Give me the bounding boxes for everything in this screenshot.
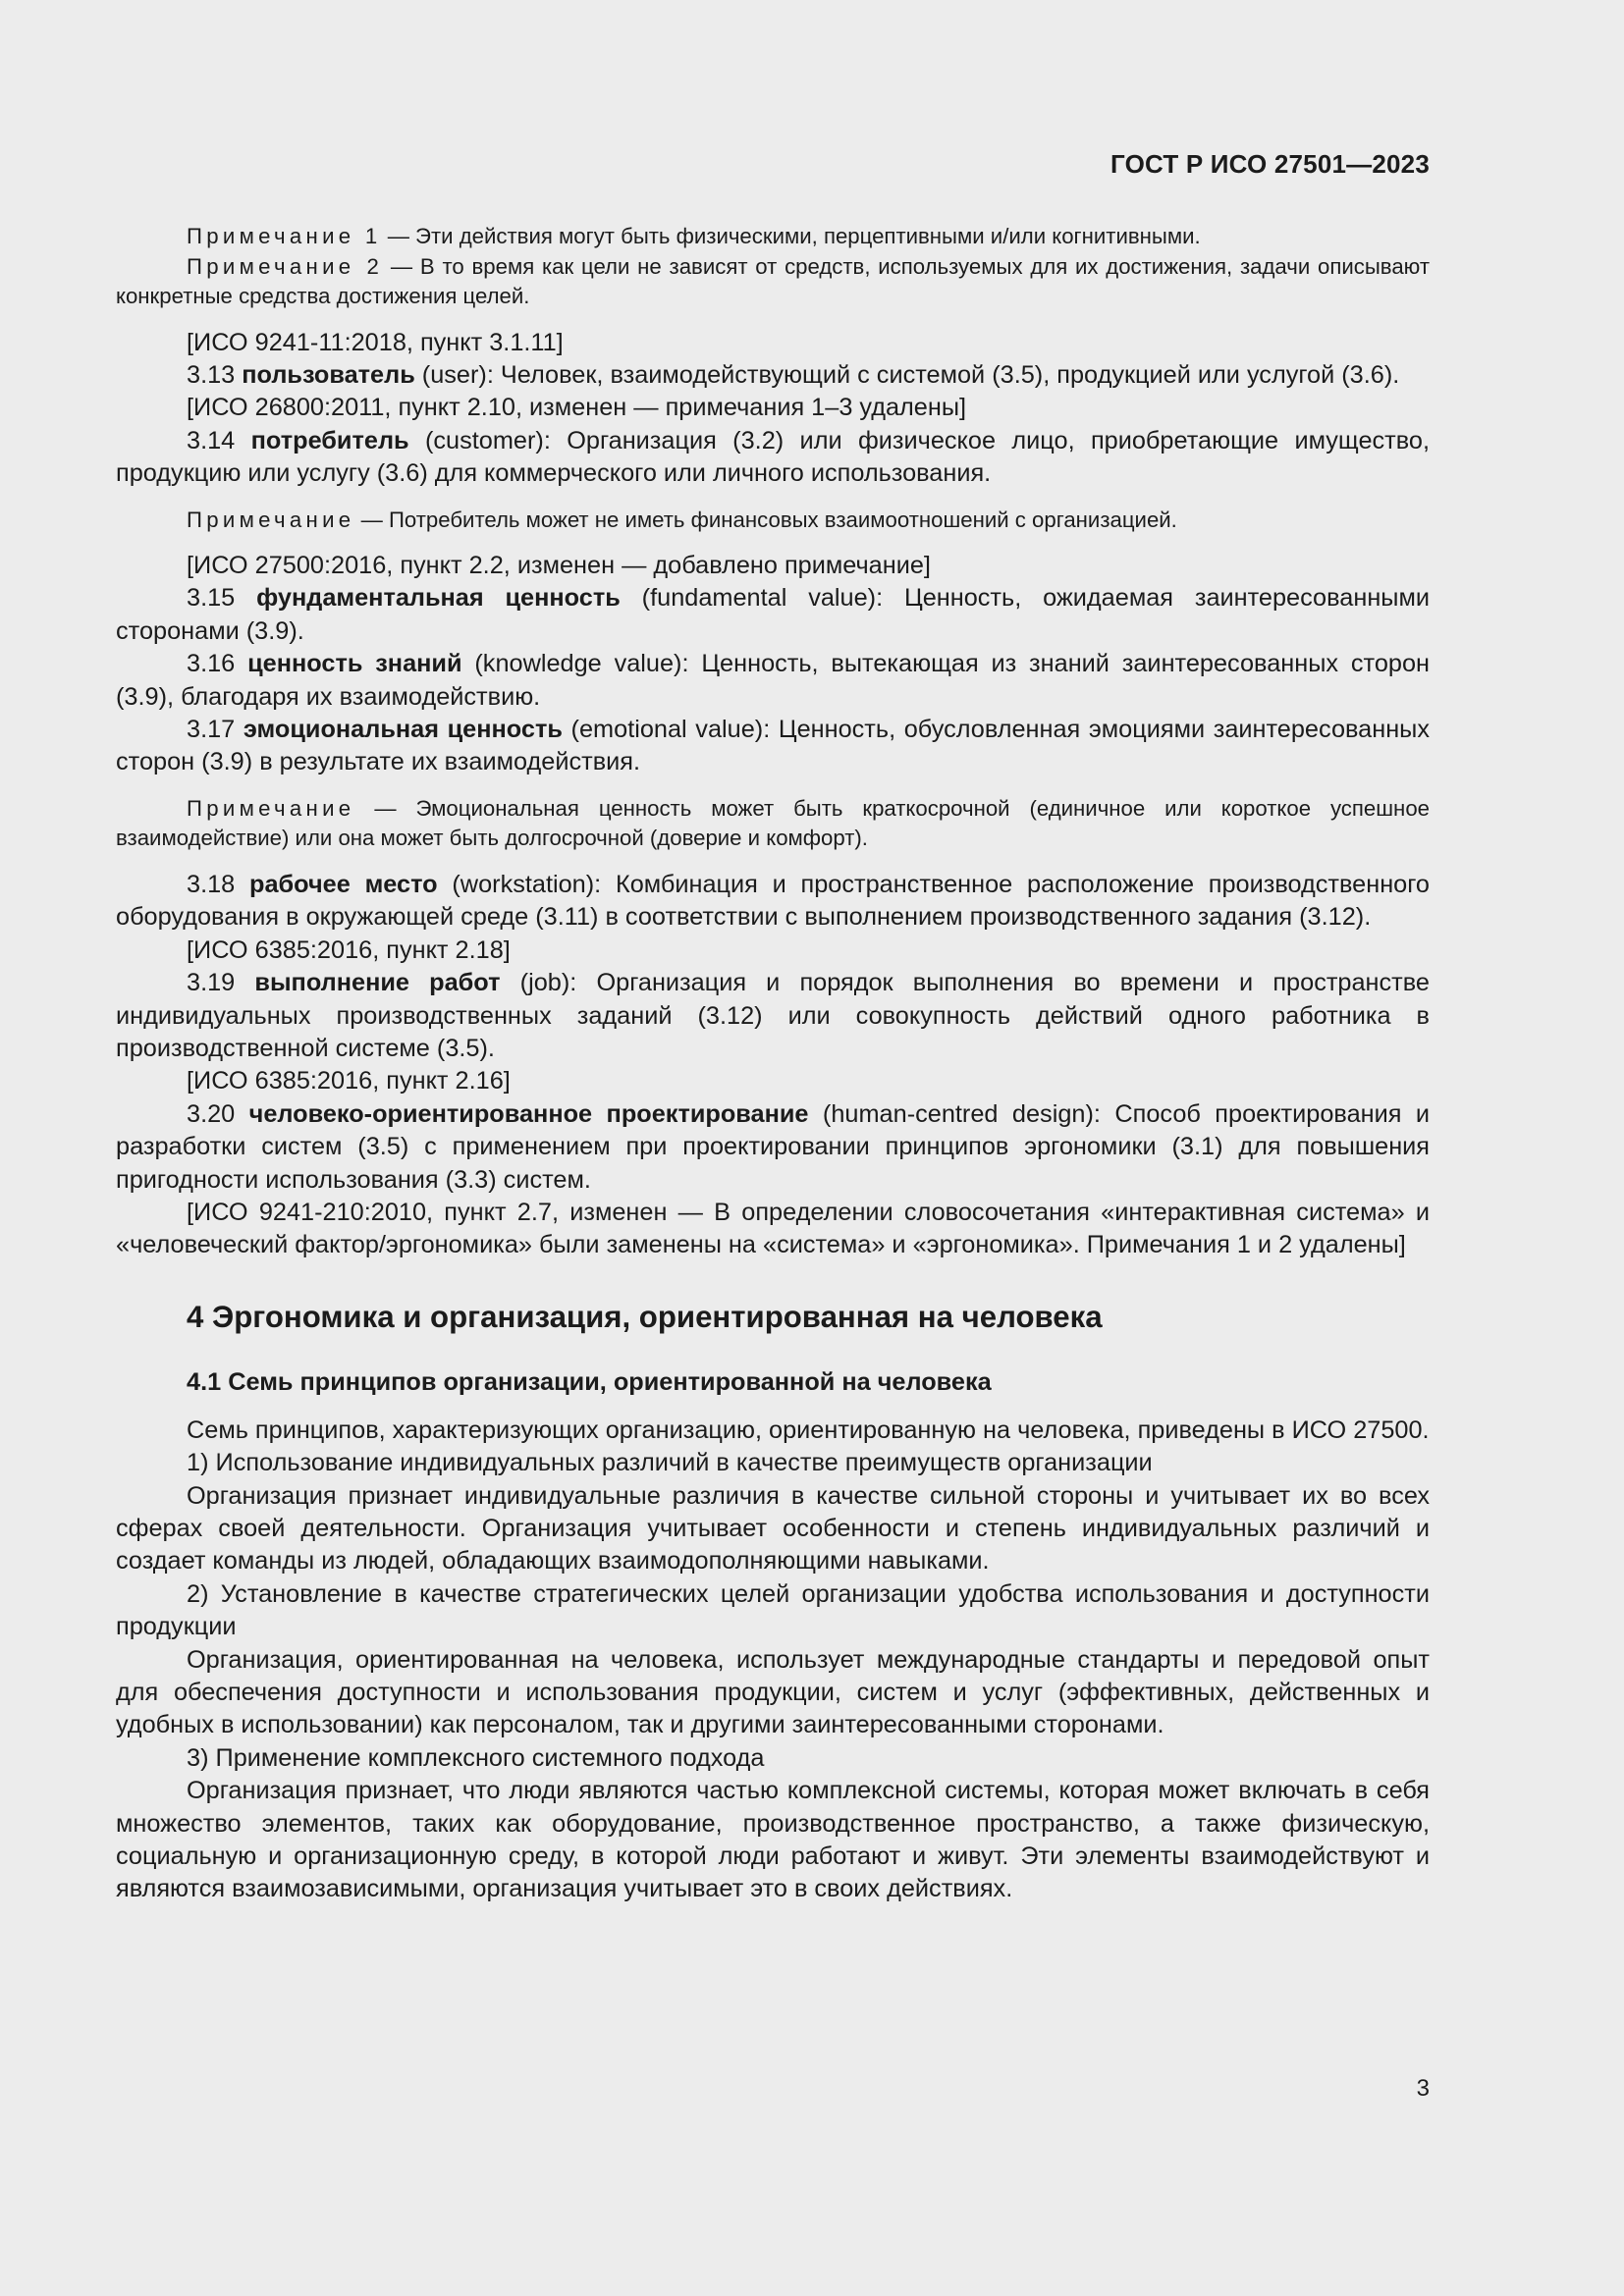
term-definition: (human-centred design): Способ проектирования и разработки систем (3.5) с применением при проектировании принципов эргономики (3.1) для повышения пригодности использования (3.3) систем. (116, 1099, 1430, 1194)
paragraph: Организация, ориентированная на человека, использует международные стандарты и передовой опыт для обеспечения доступности и использования продукции, систем и услуг (эффективных, действенных и удобных в использовании) как персоналом, так и другими заинтересованными сторонами. (116, 1645, 1430, 1739)
reference: [ИСО 26800:2011, пункт 2.10, изменен — примечания 1–3 удалены] (187, 394, 967, 422)
term-name: выполнение работ (254, 969, 501, 997)
note-1 (116, 222, 1430, 252)
term-number: 3.14 (187, 426, 251, 454)
subsection-heading: 4.1 Семь принципов организации, ориентированной на человека (187, 1367, 992, 1396)
section-heading: 4 Эргономика и организация, ориентированная на человека (187, 1299, 1103, 1334)
term-number: 3.16 (187, 650, 248, 678)
term-name: рабочее место (249, 870, 438, 898)
term-name: ценность знаний (247, 650, 462, 678)
term-number: 3.17 (187, 716, 244, 744)
note-text: — Эмоциональная ценность может быть краткосрочной (единичное или короткое успешное взаимодействие) или она может быть долгосрочной (доверие и комфорт). (116, 795, 1430, 851)
reference: [ИСО 9241-11:2018, пункт 3.1.11] (187, 328, 564, 356)
reference: [ИСО 9241-210:2010, пункт 2.7, изменен — В определении словосочетания «интерактивная система» и «человеческий фактор/эргономика» были заменены на «система» и «эргономика». Примечания 1 и 2 удалены] (116, 1198, 1430, 1259)
term-name: потребитель (250, 426, 409, 454)
term-number: 3.19 (187, 969, 255, 997)
term-3-19 (116, 967, 1430, 1065)
note-text: — В то время как цели не зависят от средств, используемых для их достижения, задачи описывают конкретные средства достижения целей. (116, 253, 1430, 308)
term-3-14 (116, 425, 1430, 491)
term-definition: (emotional value): Ценность, обусловленная эмоциями заинтересованных сторон (3.9) в результате их взаимодействия. (116, 716, 1431, 776)
reference: [ИСО 6385:2016, пункт 2.16] (187, 1067, 511, 1095)
term-number: 3.20 (187, 1099, 249, 1128)
term-name: фундаментальная ценность (256, 584, 621, 613)
note-label: Примечание 2 (187, 253, 384, 279)
paragraph: Организация признает индивидуальные различия в качестве сильной стороны и учитывает их во всех сферах своей деятельности. Организация учитывает особенности и степень индивидуальных различий и создает команды из людей, обладающих взаимодополняющими навыками. (116, 1481, 1430, 1575)
reference: [ИСО 27500:2016, пункт 2.2, изменен — добавлено примечание] (187, 552, 931, 580)
term-name: эмоциональная ценность (243, 716, 563, 744)
term-definition: (fundamental value): Ценность, ожидаемая заинтересованными сторонами (3.9). (116, 584, 1430, 645)
page-number: 3 (1416, 2075, 1430, 2102)
term-number: 3.13 (187, 360, 243, 389)
document-header: ГОСТ Р ИСО 27501—2023 (1110, 149, 1430, 179)
note-text: — Потребитель может не иметь финансовых взаимоотношений с организацией. (354, 507, 1177, 532)
principle-title: 3) Применение комплексного системного подхода (187, 1743, 765, 1772)
principle-title: 2) Установление в качестве стратегических целей организации удобства использования и доступности продукции (116, 1579, 1430, 1641)
term-3-20 (116, 1098, 1430, 1197)
term-3-16 (116, 648, 1430, 714)
paragraph: Семь принципов, характеризующих организацию, ориентированную на человека, приведены в ИСО 27500. (187, 1415, 1430, 1444)
principle-title: 1) Использование индивидуальных различий в качестве преимуществ организации (187, 1449, 1153, 1477)
term-name: пользователь (242, 360, 415, 389)
term-3-18 (116, 869, 1430, 934)
note-label: Примечание (187, 507, 355, 532)
term-3-15 (116, 582, 1430, 648)
note-label: Примечание 1 (187, 224, 382, 248)
term-definition: (job): Организация и порядок выполнения во времени и пространстве индивидуальных производственных заданий (3.12) или совокупность действий одного работника в производственной системе (3.5). (116, 969, 1430, 1062)
note-text: — Эти действия могут быть физическими, перцептивными и/или когнитивными. (381, 224, 1201, 248)
term-number: 3.18 (187, 870, 250, 898)
term-name: человеко-ориентированное проектирование (248, 1099, 809, 1128)
term-3-13 (116, 359, 1430, 392)
note-label: Примечание (187, 795, 355, 821)
term-3-17 (116, 714, 1430, 779)
note-2 (116, 252, 1430, 312)
note-3-17 (116, 794, 1430, 854)
reference: [ИСО 6385:2016, пункт 2.18] (187, 935, 511, 964)
paragraph: Организация признает, что люди являются частью комплексной системы, которая может включать в себя множество элементов, таких как оборудование, производственное пространство, а также физическую, социальную и организационную среду, в которой люди работают и живут. Эти элементы взаимодействуют и являются взаимозависимыми, организация учитывает это в своих действиях. (116, 1777, 1430, 1903)
page-content (116, 222, 1430, 1906)
term-definition: (customer): Организация (3.2) или физическое лицо, приобретающие имущество, продукцию или услугу (3.6) для коммерческого или личного использования. (116, 426, 1430, 488)
note-3-14 (116, 506, 1430, 536)
term-definition: (workstation): Комбинация и пространственное расположение производственного оборудования в окружающей среде (3.11) в соответствии с выполнением производственного задания (3.12). (116, 870, 1430, 932)
term-number: 3.15 (187, 584, 257, 613)
term-definition: (knowledge value): Ценность, вытекающая из знаний заинтересованных сторон (3.9), благодаря их взаимодействию. (116, 650, 1431, 711)
term-definition: (user): Человек, взаимодействующий с системой (3.5), продукцией или услугой (3.6). (414, 360, 1400, 389)
